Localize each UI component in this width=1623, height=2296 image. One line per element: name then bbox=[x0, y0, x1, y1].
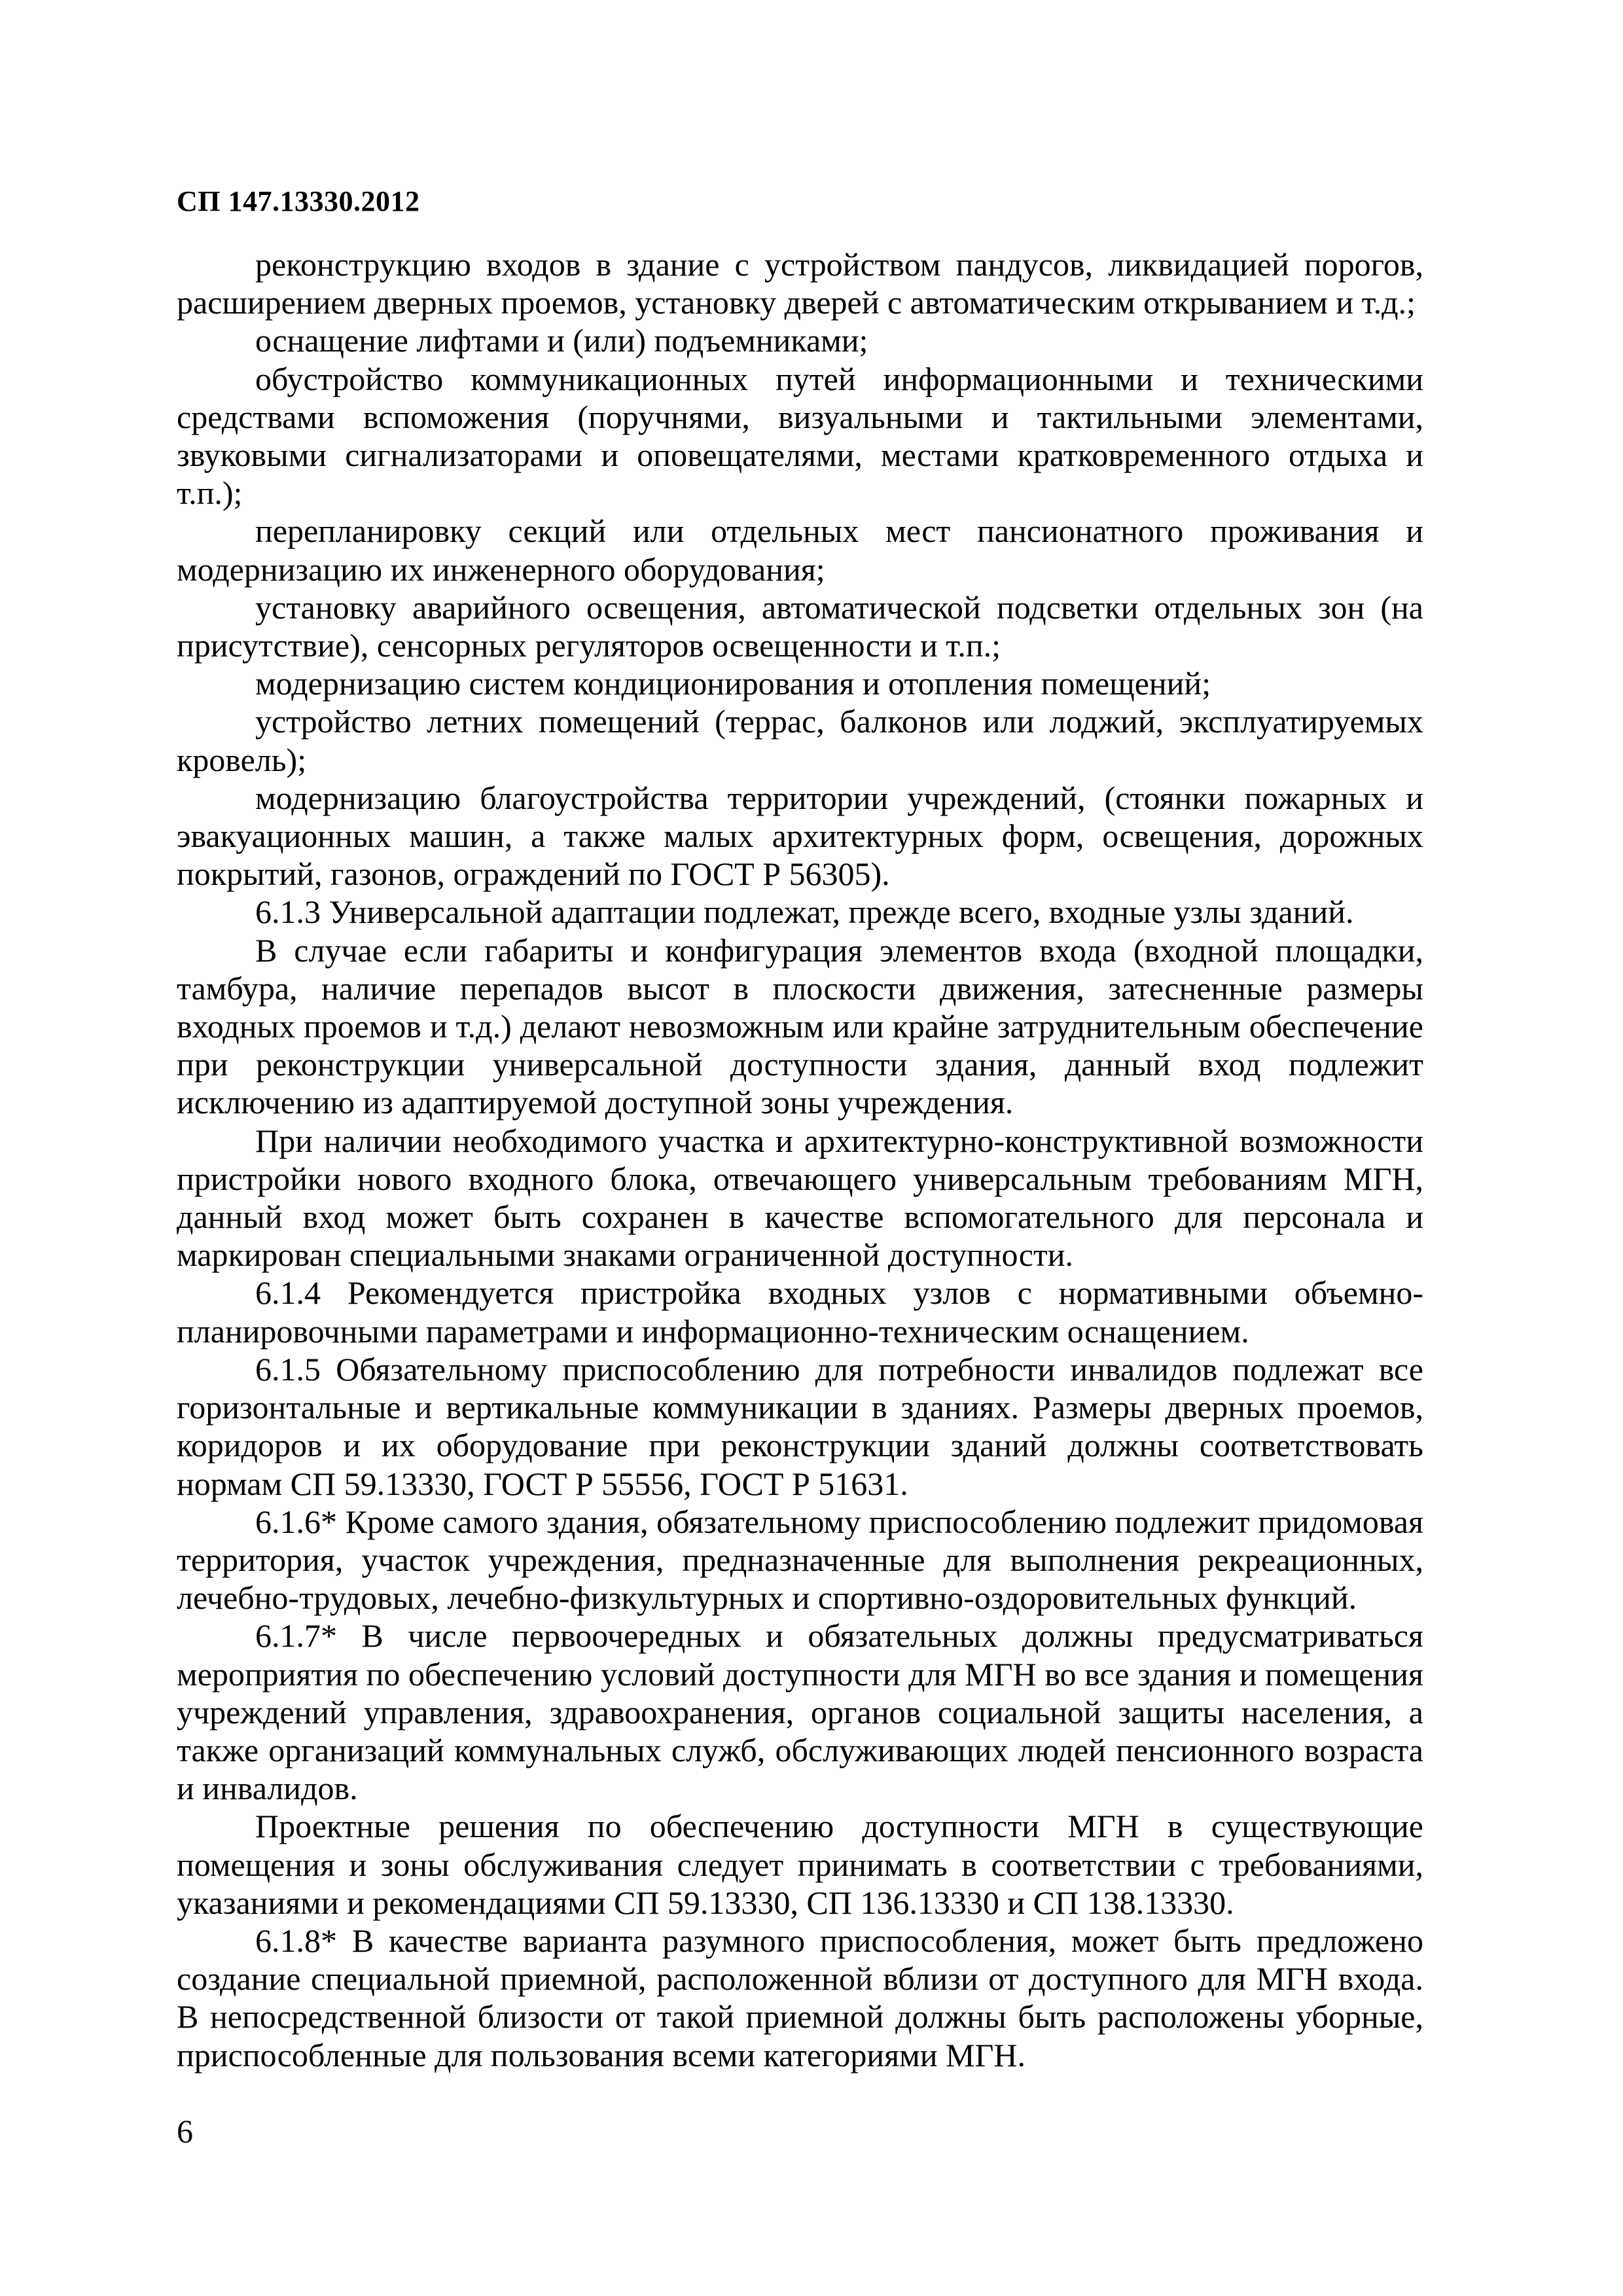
paragraph: реконструкцию входов в здание с устройством пандусов, ликвидацией порогов, расширением дверных проемов, установку дверей с автоматическим открыванием и т.д.; bbox=[177, 246, 1423, 321]
paragraph: перепланировку секций или отдельных мест пансионатного проживания и модернизацию их инженерного оборудования; bbox=[177, 512, 1423, 588]
document-body bbox=[177, 245, 1423, 2074]
paragraph: обустройство коммуникационных путей информационными и техническими средствами вспоможения (поручнями, визуальными и тактильными элементами, звуковыми сигнализаторами и оповещателями, местами кратковременного отдыха и т.п.); bbox=[177, 360, 1423, 512]
paragraph: В случае если габариты и конфигурация элементов входа (входной площадки, тамбура, наличие перепадов высот в плоскости движения, затесненные размеры входных проемов и т.д.) делают невозможным или крайне затруднительным обеспечение при реконструкции универсальной доступности здания, данный вход подлежит исключению из адаптируемой доступной зоны учреждения. bbox=[177, 931, 1423, 1121]
paragraph: 6.1.4 Рекомендуется пристройка входных узлов с нормативными объемно-планировочными параметрами и информационно-техническим оснащением. bbox=[177, 1274, 1423, 1350]
paragraph: 6.1.7* В числе первоочередных и обязательных должны предусматриваться мероприятия по обеспечению условий доступности для МГН во все здания и помещения учреждений управления, здравоохранения, органов социальной защиты населения, а также организаций коммунальных служб, обслуживающих людей пенсионного возраста и инвалидов. bbox=[177, 1617, 1423, 1807]
paragraph: модернизацию благоустройства территории учреждений, (стоянки пожарных и эвакуационных машин, а также малых архитектурных форм, освещения, дорожных покрытий, газонов, ограждений по ГОСТ Р 56305). bbox=[177, 779, 1423, 893]
paragraph: устройство летних помещений (террас, балконов или лоджий, эксплуатируемых кровель); bbox=[177, 703, 1423, 778]
page-number: 6 bbox=[177, 2113, 193, 2149]
paragraph: Проектные решения по обеспечению доступности МГН в существующие помещения и зоны обслуживания следует принимать в соответствии с требованиями, указаниями и рекомендациями СП 59.13330, СП 136.13330 и СП 138.13330. bbox=[177, 1808, 1423, 1921]
paragraph: 6.1.8* В качестве варианта разумного приспособления, может быть предложено создание специальной приемной, расположенной вблизи от доступного для МГН входа. В непосредственной близости от такой приемной должны быть расположены уборные, приспособленные для пользования всеми категориями МГН. bbox=[177, 1922, 1423, 2073]
paragraph: При наличии необходимого участка и архитектурно-конструктивной возможности пристройки нового входного блока, отвечающего универсальным требованиям МГН, данный вход может быть сохранен в качестве вспомогательного для персонала и маркирован специальными знаками ограниченной доступности. bbox=[177, 1122, 1423, 1274]
paragraph: модернизацию систем кондиционирования и отопления помещений; bbox=[255, 665, 1211, 702]
paragraph: оснащение лифтами и (или) подъемниками; bbox=[255, 322, 868, 359]
paragraph: 6.1.3 Универсальной адаптации подлежат, прежде всего, входные узлы зданий. bbox=[255, 893, 1354, 931]
paragraph: 6.1.5 Обязательному приспособлению для потребности инвалидов подлежат все горизонтальные и вертикальные коммуникации в зданиях. Размеры дверных проемов, коридоров и их оборудование при реконструкции зданий должны соответствовать нормам СП 59.13330, ГОСТ Р 55556, ГОСТ Р 51631. bbox=[177, 1350, 1423, 1502]
paragraph: установку аварийного освещения, автоматической подсветки отдельных зон (на присутствие), сенсорных регуляторов освещенности и т.п.; bbox=[177, 588, 1423, 664]
document-code-header: СП 147.13330.2012 bbox=[177, 185, 420, 217]
paragraph: 6.1.6* Кроме самого здания, обязательному приспособлению подлежит придомовая территория, участок учреждения, предназначенные для выполнения рекреационных, лечебно-трудовых, лечебно-физкультурных и спортивно-оздоровительных функций. bbox=[177, 1503, 1423, 1617]
